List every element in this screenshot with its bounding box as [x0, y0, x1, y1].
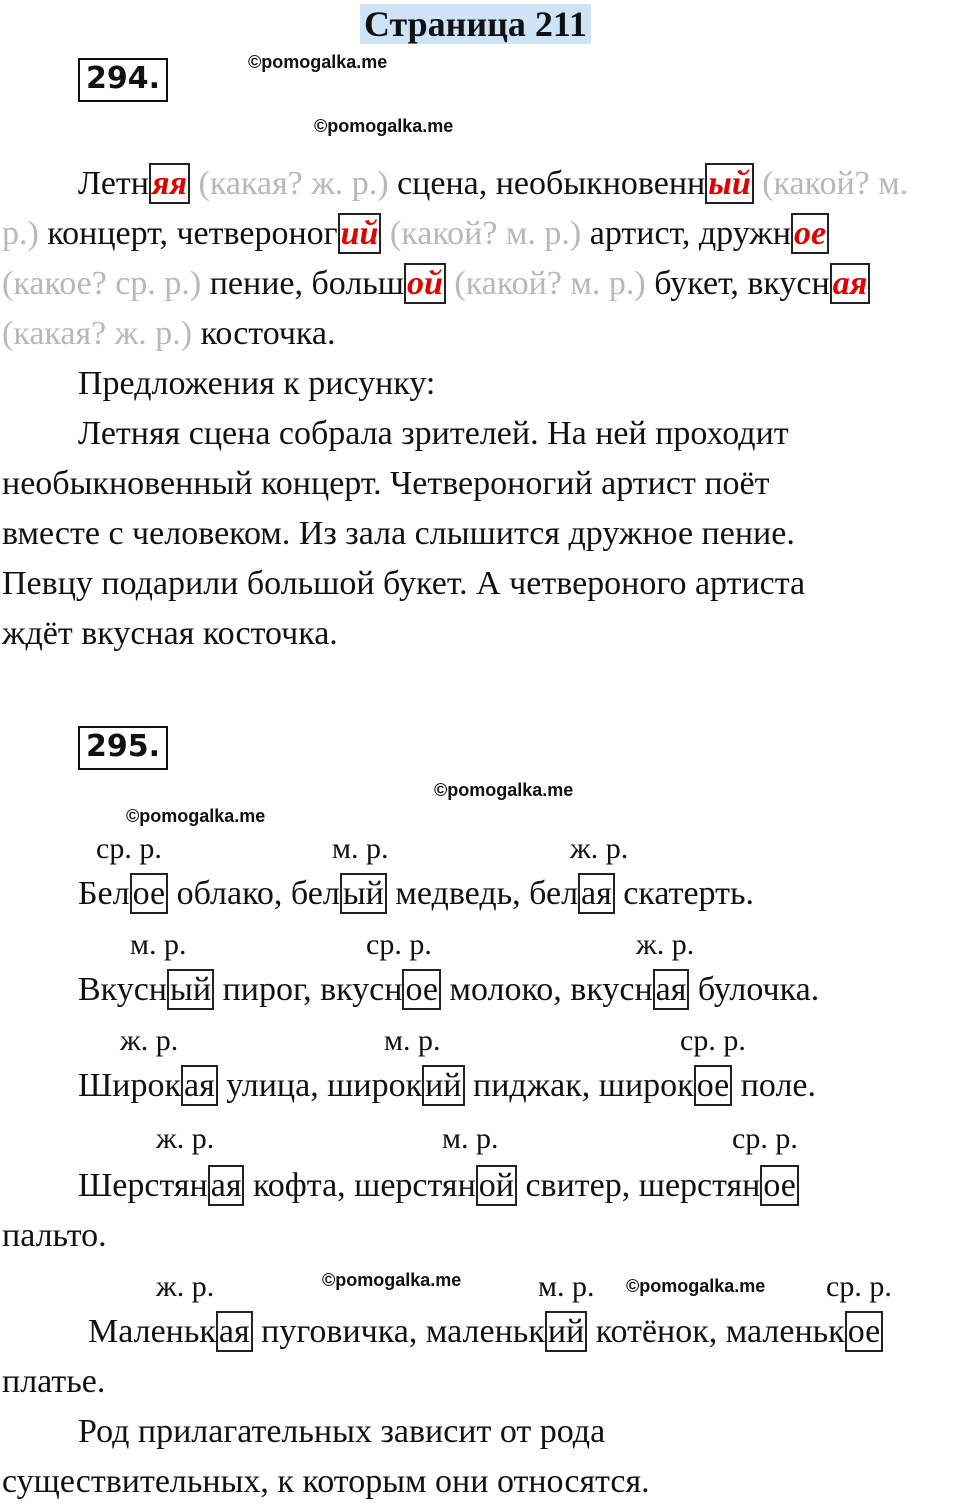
question-hint: (какая? ж. р.) — [190, 165, 389, 202]
text: Летн — [78, 165, 149, 202]
question-hint: (какое? ср. р.) — [2, 265, 202, 302]
text: облако, бел — [168, 875, 340, 912]
text: кофта, шерстян — [244, 1167, 476, 1204]
text: молоко, вкусн — [440, 971, 653, 1008]
watermark: ©pomogalka.me — [626, 1276, 766, 1296]
text: пение, больш — [201, 265, 404, 302]
ex294-text-1: Летняя сцена собрала зрителей. На ней проходит — [78, 415, 789, 452]
text: скатерть. — [614, 875, 754, 912]
text: булочка. — [689, 971, 820, 1008]
text: медведь, бел — [386, 875, 579, 912]
watermark: ©pomogalka.me — [248, 52, 388, 72]
text: Вкусн — [78, 971, 168, 1008]
text: сцена, необыкновенн — [388, 165, 706, 202]
text: Широк — [78, 1067, 182, 1104]
ex295-sentence-5 — [88, 1312, 883, 1352]
watermark: ©pomogalka.me — [126, 806, 266, 826]
question-hint: (какой? м. р.) — [381, 215, 582, 252]
gender-label: м. р. — [442, 1122, 499, 1155]
watermark: ©pomogalka.me — [322, 1270, 462, 1290]
question-hint: (какой? м. — [753, 165, 909, 202]
ex294-text-4: Певцу подарили большой букет. А четвероного артиста — [2, 565, 806, 602]
text: артист, дружн — [581, 215, 791, 252]
gender-label: ср. р. — [96, 832, 162, 865]
gender-label: ж. р. — [156, 1270, 215, 1303]
ex294-line-2 — [2, 214, 829, 254]
text: улица, широк — [217, 1067, 423, 1104]
ending-box: ой — [404, 263, 446, 304]
ending-box: ая — [830, 263, 871, 304]
ending-box: ое — [130, 873, 169, 914]
ending-box: ая — [216, 1311, 253, 1352]
ex295-conclusion-1: Род прилагательных зависит от рода — [78, 1413, 606, 1450]
exercise-number-295: 295. — [78, 726, 168, 770]
ending-box: ый — [705, 163, 754, 204]
ex294-prompt: Предложения к рисунку: — [78, 365, 436, 402]
ex294-text-3: вместе с человеком. Из зала слышится дружное пение. — [2, 515, 795, 552]
text: концерт, четвероног — [38, 215, 338, 252]
gender-label: м. р. — [384, 1024, 441, 1057]
gender-label: ж. р. — [156, 1122, 215, 1155]
text: поле. — [732, 1067, 817, 1104]
ex295-sentence-2 — [78, 970, 819, 1010]
ending-box: ый — [340, 873, 387, 914]
gender-label: м. р. — [538, 1270, 595, 1303]
ending-box: ий — [545, 1311, 587, 1352]
ending-box: ой — [476, 1165, 517, 1206]
ending-box: ая — [208, 1165, 245, 1206]
ex295-sentence-3 — [78, 1066, 816, 1106]
text: свитер, шерстян — [516, 1167, 761, 1204]
ex294-line-3 — [2, 264, 870, 304]
text: Шерстян — [78, 1167, 208, 1204]
ex295-sentence-5-cont: платье. — [2, 1363, 106, 1400]
ending-box: ое — [791, 213, 829, 254]
ending-box: ое — [760, 1165, 799, 1206]
ending-box: ая — [578, 873, 615, 914]
watermark: ©pomogalka.me — [314, 116, 454, 136]
ex295-sentence-4 — [78, 1166, 799, 1206]
question-hint: (какой? м. р.) — [445, 265, 646, 302]
watermark: ©pomogalka.me — [434, 780, 574, 800]
ending-box: ий — [338, 213, 382, 254]
ex295-sentence-1 — [78, 874, 754, 914]
ending-box: ая — [181, 1065, 218, 1106]
gender-label: ср. р. — [680, 1024, 746, 1057]
gender-label: ж. р. — [120, 1024, 179, 1057]
ending-box: ое — [402, 969, 441, 1010]
ex295-sentence-4-cont: пальто. — [2, 1217, 107, 1254]
gender-label: ср. р. — [366, 928, 432, 961]
gender-label: м. р. — [130, 928, 187, 961]
ending-box: яя — [149, 163, 190, 204]
question-hint: р.) — [2, 215, 39, 252]
text: косточка. — [192, 315, 336, 352]
ending-box: ий — [422, 1065, 464, 1106]
text: пирог, вкусн — [214, 971, 403, 1008]
text: пуговичка, маленьк — [252, 1313, 545, 1350]
page-title: Страница 211 — [360, 4, 591, 44]
gender-label: ср. р. — [732, 1122, 798, 1155]
question-hint: (какая? ж. р.) — [2, 315, 193, 352]
gender-label: ср. р. — [826, 1270, 892, 1303]
gender-label: м. р. — [332, 832, 389, 865]
text: пиджак, широк — [464, 1067, 694, 1104]
ending-box: ое — [845, 1311, 884, 1352]
gender-label: ж. р. — [636, 928, 695, 961]
ex294-text-5: ждёт вкусная косточка. — [2, 615, 338, 652]
ex294-line-4 — [2, 314, 336, 354]
text: букет, вкусн — [645, 265, 830, 302]
ending-box: ая — [653, 969, 690, 1010]
ex295-conclusion-2: существительных, к которым они относятся. — [2, 1463, 650, 1500]
ex294-text-2: необыкновенный концерт. Четвероногий артист поёт — [2, 465, 770, 502]
gender-label: ж. р. — [570, 832, 629, 865]
text: котёнок, маленьк — [587, 1313, 845, 1350]
text: Бел — [78, 875, 130, 912]
ending-box: ое — [694, 1065, 733, 1106]
text: Маленьк — [88, 1313, 216, 1350]
ending-box: ый — [167, 969, 214, 1010]
ex294-line-1 — [78, 164, 908, 204]
exercise-number-294: 294. — [78, 58, 168, 102]
